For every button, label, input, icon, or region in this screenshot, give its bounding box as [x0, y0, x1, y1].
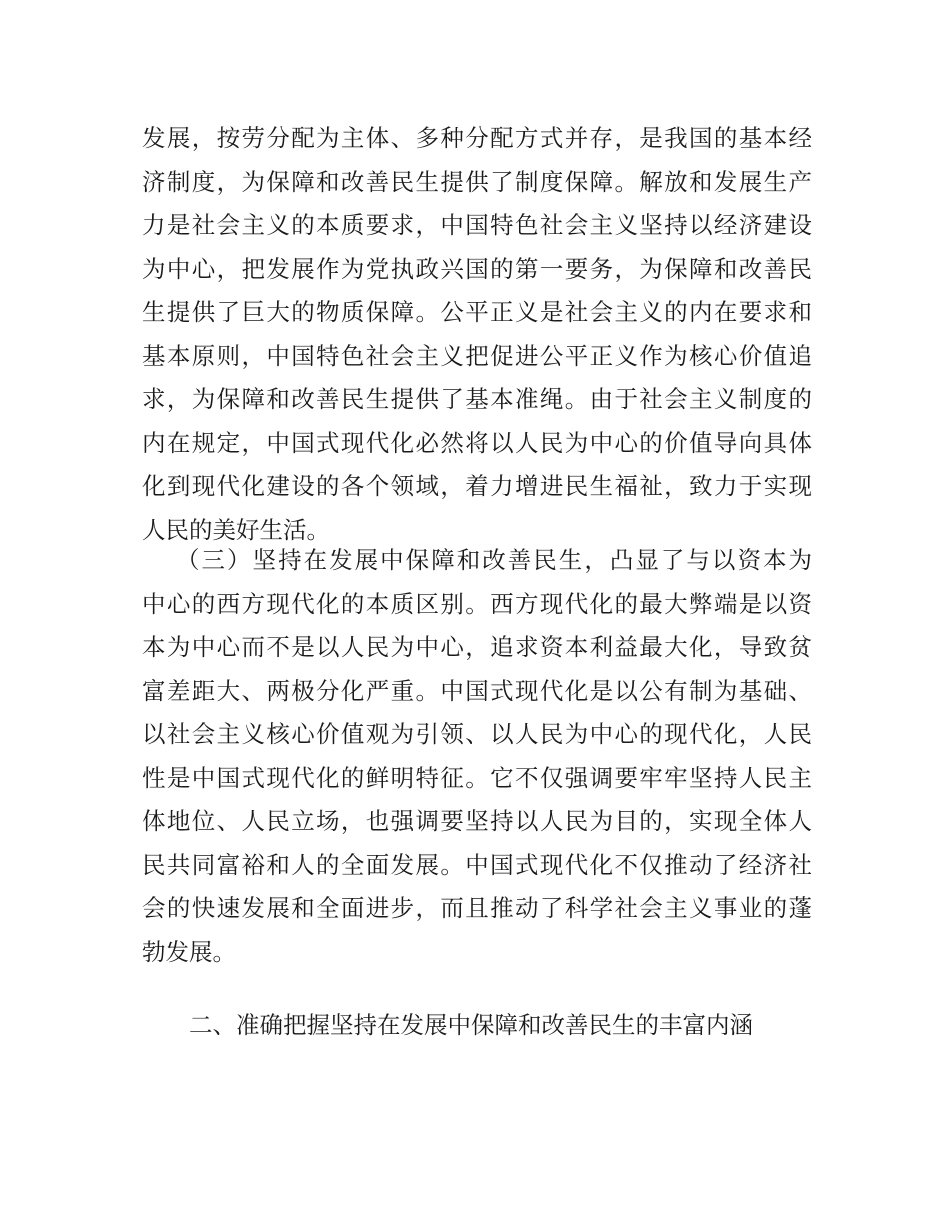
paragraph-line: 求，为保障和改善民生提供了基本准绳。由于社会主义制度的	[142, 385, 812, 413]
paragraph-line: 生提供了巨大的物质保障。公平正义是社会主义的内在要求和	[142, 298, 812, 326]
paragraph-line: 济制度，为保障和改善民生提供了制度保障。解放和发展生产	[142, 167, 812, 196]
paragraph-line: 内在规定，中国式现代化必然将以人民为中心的价值导向具体	[142, 428, 812, 457]
paragraph-line: 勃发展。	[142, 937, 236, 966]
paragraph-line: 基本原则，中国特色社会主义把促进公平正义作为核心价值追	[142, 341, 812, 370]
paragraph-line: 人民的美好生活。	[142, 515, 330, 544]
paragraph-line: 力是社会主义的本质要求，中国特色社会主义坚持以经济建设	[142, 211, 812, 239]
paragraph-line: 会的快速发展和全面进步，而且推动了科学社会主义事业的蓬	[142, 894, 812, 922]
paragraph-line: 本为中心而不是以人民为中心，追求资本利益最大化，导致贫	[142, 633, 812, 661]
paragraph-line: 化到现代化建设的各个领域，着力增进民生福祉，致力于实现	[142, 472, 812, 500]
section-three-heading-line: （三）坚持在发展中保障和改善民生，凸显了与以资本为	[176, 546, 812, 574]
paragraph-line: 为中心，把发展作为党执政兴国的第一要务，为保障和改善民	[142, 254, 812, 283]
paragraph-line: 富差距大、两极分化严重。中国式现代化是以公有制为基础、	[142, 676, 812, 705]
paragraph-line: 体地位、人民立场，也强调要坚持以人民为目的，实现全体人	[142, 807, 812, 835]
paragraph-line: 中心的西方现代化的本质区别。西方现代化的最大弊端是以资	[142, 589, 812, 618]
paragraph-line: 发展，按劳分配为主体、多种分配方式并存，是我国的基本经	[142, 124, 812, 152]
section-heading-text: 二、准确把握坚持在发展中保障和改善民生的丰富内涵	[189, 1011, 753, 1039]
paragraph-section-three	[142, 539, 812, 974]
paragraph-distribution-system	[142, 117, 812, 552]
paragraph-line: 性是中国式现代化的鲜明特征。它不仅强调要牢牢坚持人民主	[142, 763, 812, 792]
section-two-heading	[142, 1004, 812, 1048]
paragraph-line: 民共同富裕和人的全面发展。中国式现代化不仅推动了经济社	[142, 850, 812, 879]
paragraph-line: 以社会主义核心价值观为引领、以人民为中心的现代化，人民	[142, 720, 812, 748]
